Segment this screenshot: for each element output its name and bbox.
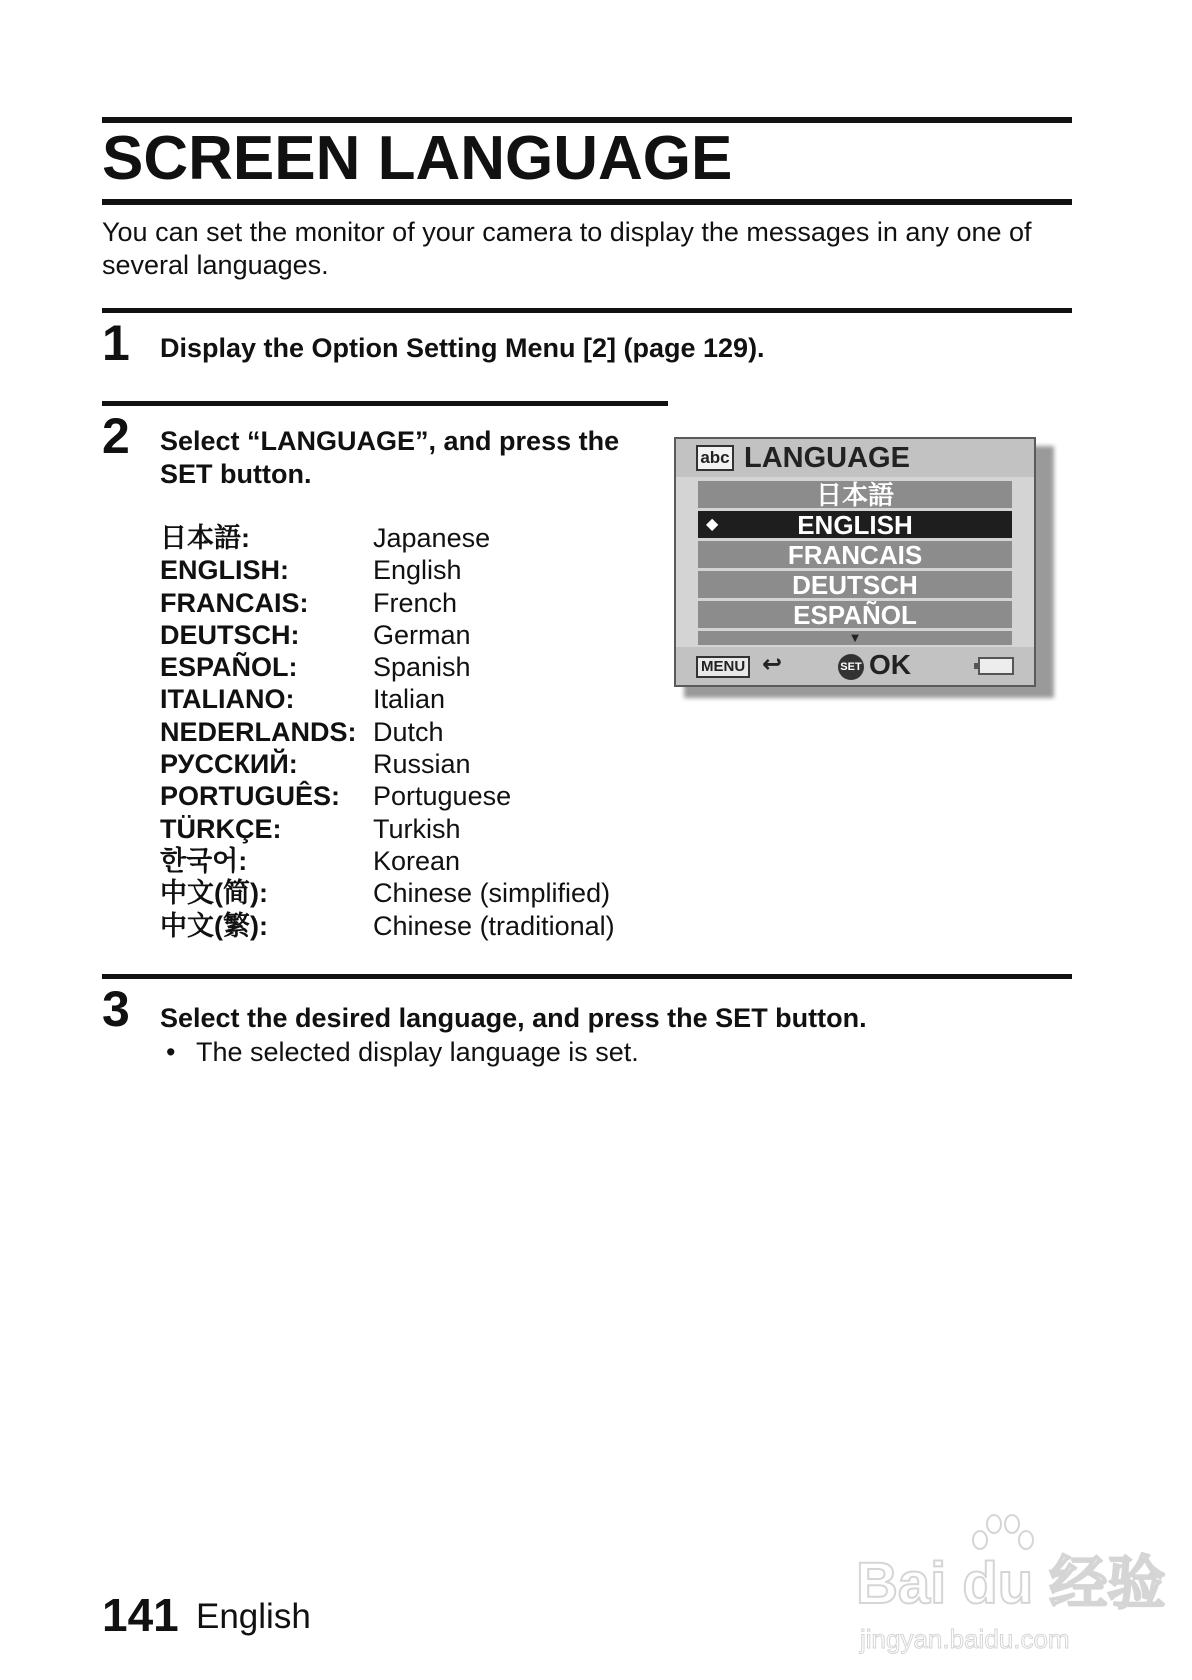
battery-icon	[978, 657, 1014, 675]
language-english-name: Russian	[373, 749, 471, 780]
step-3-number: 3	[102, 981, 130, 1037]
camera-item-label: 日本語	[815, 480, 894, 510]
step-2-text-line2: SET button.	[160, 459, 312, 489]
language-english-name: Dutch	[373, 716, 444, 747]
watermark-url: jingyan.baidu.com	[860, 1624, 1070, 1654]
language-native-name: ITALIANO:	[160, 684, 295, 715]
intro-text: You can set the monitor of your camera to display the messages in any one of several languages.	[102, 217, 1032, 280]
language-row	[160, 877, 615, 909]
language-english-name: Turkish	[373, 813, 461, 844]
language-native-name: TÜRKÇE:	[160, 813, 282, 844]
language-english-name: Korean	[373, 845, 461, 876]
language-row	[160, 522, 615, 554]
camera-item-label: FRANCAIS	[787, 540, 923, 570]
language-table	[160, 522, 615, 942]
language-row	[160, 845, 615, 877]
step-3-bullet	[166, 1036, 639, 1069]
camera-item-francais[interactable]	[698, 541, 1012, 568]
camera-screen-footer	[676, 647, 1034, 685]
camera-item-deutsch[interactable]	[698, 571, 1012, 598]
language-native-name: 中文(繁):	[160, 910, 268, 941]
language-row	[160, 780, 615, 812]
language-native-name: 日本語:	[160, 523, 250, 553]
language-row	[160, 716, 615, 748]
bullet-dot-icon: •	[166, 1037, 176, 1067]
language-native-name: РУССКИЙ:	[160, 749, 298, 780]
watermark-brand: Bai du 经验	[856, 1551, 1166, 1616]
step-3-text: Select the desired language, and press the SET button.	[160, 1003, 867, 1033]
step-1-number: 1	[102, 315, 130, 371]
language-english-name: Chinese (traditional)	[373, 910, 615, 941]
language-native-name: NEDERLANDS:	[160, 716, 357, 747]
step-3-bullet-text: The selected display language is set.	[196, 1037, 639, 1067]
back-arrow-icon: ↩	[762, 651, 783, 678]
camera-screen	[674, 437, 1036, 687]
language-native-name: DEUTSCH:	[160, 619, 300, 650]
page-title: SCREEN LANGUAGE	[102, 124, 733, 193]
step-2-text-line1: Select “LANGUAGE”, and press the	[160, 426, 620, 456]
language-row	[160, 748, 615, 780]
selection-diamond-icon: ◆	[706, 516, 719, 533]
language-native-name: PORTUGUÊS:	[160, 781, 341, 812]
footer-language: English	[196, 1597, 311, 1636]
abc-icon: abc	[696, 445, 734, 471]
language-native-name: 한국어:	[160, 845, 248, 876]
language-row	[160, 910, 615, 942]
language-english-name: Spanish	[373, 652, 471, 683]
language-english-name: French	[373, 587, 458, 618]
language-english-name: Chinese (simplified)	[373, 878, 611, 909]
baidu-watermark	[850, 1512, 1166, 1672]
step-2-number: 2	[102, 408, 130, 464]
page-number: 141	[102, 1589, 179, 1641]
camera-screen-title: LANGUAGE	[744, 442, 910, 474]
step-2-rule	[102, 401, 668, 406]
language-english-name: German	[373, 619, 471, 650]
language-english-name: Portuguese	[373, 781, 512, 812]
language-row	[160, 651, 615, 683]
camera-item-espanol[interactable]	[698, 601, 1012, 628]
step-3-rule	[102, 974, 1072, 979]
camera-item-english[interactable]	[698, 511, 1012, 538]
camera-item-label: ENGLISH	[797, 510, 913, 540]
language-row	[160, 619, 615, 651]
camera-item-label: DEUTSCH	[792, 570, 918, 600]
menu-button[interactable]: MENU	[696, 656, 750, 678]
language-row	[160, 554, 615, 586]
set-button-icon[interactable]: SET	[838, 654, 864, 680]
language-row	[160, 683, 615, 715]
camera-item-japanese[interactable]	[698, 481, 1012, 508]
step-1-text: Display the Option Setting Menu [2] (page 129).	[160, 333, 765, 363]
ok-label: OK	[869, 649, 911, 680]
language-native-name: FRANCAIS:	[160, 587, 309, 618]
camera-screen-header	[676, 439, 1034, 477]
scroll-down-arrow-icon[interactable]: ▼	[698, 631, 1012, 645]
language-english-name: Japanese	[373, 523, 491, 553]
language-native-name: ESPAÑOL:	[160, 652, 298, 683]
camera-item-label: ESPAÑOL	[793, 600, 917, 630]
step-1-rule	[102, 308, 1072, 313]
top-rule	[102, 117, 1072, 123]
language-row	[160, 813, 615, 845]
camera-language-list	[698, 481, 1012, 645]
language-row	[160, 587, 615, 619]
title-underline	[102, 199, 1072, 205]
language-english-name: English	[373, 555, 462, 586]
language-native-name: ENGLISH:	[160, 555, 290, 586]
language-english-name: Italian	[373, 684, 446, 715]
language-native-name: 中文(简):	[160, 878, 268, 909]
